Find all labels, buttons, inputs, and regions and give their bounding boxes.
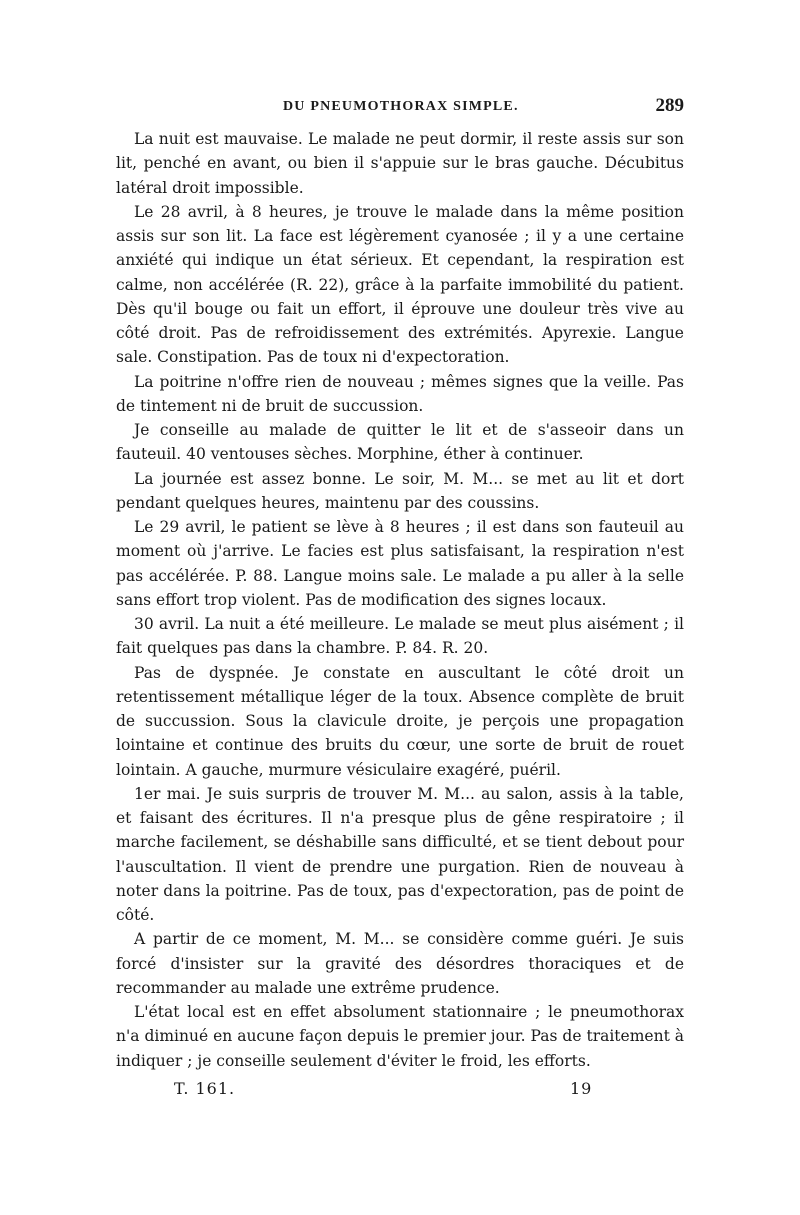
paragraph-6: Le 29 avril, le patient se lève à 8 heures ; il est dans son fauteuil au moment où j'arrive. Le facies est plus satisfaisant, la respiration n'est pas accélérée. P. 88. Langue moins sale. Le malade a pu aller à la selle sans effort trop violent. Pas de modification des signes locaux. [116, 518, 684, 609]
paragraph-3: La poitrine n'offre rien de nouveau ; mêmes signes que la veille. Pas de tintement ni de bruit de succussion. [116, 372, 684, 415]
running-head: DU PNEUMOTHORAX SIMPLE. [283, 99, 519, 114]
paragraph-7: 30 avril. La nuit a été meilleure. Le malade se meut plus aisément ; il fait quelques pas dans la chambre. P. 84. R. 20. [116, 615, 684, 658]
paragraph-11: L'état local est en effet absolument stationnaire ; le pneumothorax n'a diminué en aucune façon depuis le premier jour. Pas de traitement à indiquer ; je conseille seulement d'éviter le froid, les efforts. [116, 1003, 684, 1070]
paragraph-5: La journée est assez bonne. Le soir, M. M... se met au lit et dort pendant quelques heures, maintenu par des coussins. [116, 469, 684, 512]
page-footer [116, 1079, 684, 1109]
body-text [116, 127, 684, 1073]
paragraph-9: 1er mai. Je suis surpris de trouver M. M... au salon, assis à la table, et faisant des écritures. Il n'a presque plus de gêne respiratoire ; il marche facilement, se déshabille sans difficulté, et se tient debout pour l'auscultation. Il vient de prendre une purgation. Rien de nouveau à noter dans la poitrine. Pas de toux, pas d'expectoration, pas de point de côté. [116, 784, 684, 924]
signature-mark: T. 161. [174, 1078, 236, 1098]
paragraph-4: Je conseille au malade de quitter le lit et de s'asseoir dans un fauteuil. 40 ventouses sèches. Morphine, éther à continuer. [116, 421, 684, 464]
paragraph-8: Pas de dyspnée. Je constate en auscultant le côté droit un retentissement métallique léger de la toux. Absence complète de bruit de succussion. Sous la clavicule droite, je perçois une propagation lointaine et continue des bruits du cœur, une sorte de bruit de rouet lointain. A gauche, murmure vésiculaire exagéré, puéril. [116, 663, 684, 779]
paragraph-10: A partir de ce moment, M. M... se considère comme guéri. Je suis forcé d'insister sur la gravité des désordres thoraciques et de recommander au malade une extrême prudence. [116, 930, 684, 997]
paragraph-2: Le 28 avril, à 8 heures, je trouve le malade dans la même position assis sur son lit. La face est légèrement cyanosée ; il y a une certaine anxiété qui indique un état sérieux. Et cependant, la respiration est calme, non accélérée (R. 22), grâce à la parfaite immobilité du patient. Dès qu'il bouge ou fait un effort, il éprouve une douleur très vive au côté droit. Pas de refroidissement des extrémités. Apyrexie. Langue sale. Constipation. Pas de toux ni d'expectoration. [116, 202, 684, 367]
document-page [116, 95, 684, 1109]
page-header [116, 95, 684, 127]
sheet-number: 19 [570, 1078, 593, 1098]
page-number: 289 [655, 95, 684, 116]
paragraph-1: La nuit est mauvaise. Le malade ne peut dormir, il reste assis sur son lit, penché en avant, ou bien il s'appuie sur le bras gauche. Décubitus latéral droit impossible. [116, 130, 684, 197]
